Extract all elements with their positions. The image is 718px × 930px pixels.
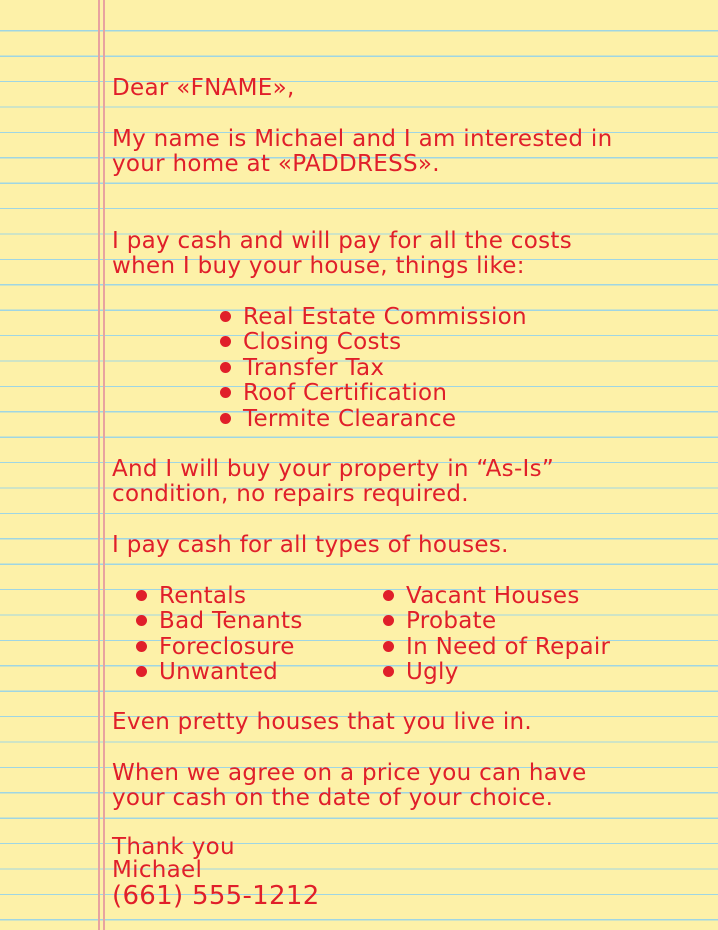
costs-line-1: I pay cash and will pay for all the costs (112, 228, 572, 254)
bullet-icon (136, 615, 147, 626)
list-item: Vacant Houses (383, 584, 610, 609)
costs-line-2: when I buy your house, things like: (112, 253, 525, 279)
list-item: Ugly (383, 660, 610, 685)
signature-name: Michael (112, 857, 203, 883)
list-item: Probate (383, 609, 610, 634)
list-item: Unwanted (136, 660, 303, 685)
list-item: Real Estate Commission (220, 305, 527, 330)
bullet-icon (383, 666, 394, 677)
bullet-icon (220, 336, 231, 347)
margin-line (98, 0, 100, 930)
types-list-right (383, 584, 610, 686)
bullet-icon (220, 413, 231, 424)
bullet-icon (383, 590, 394, 601)
intro-line-2: your home at «PADDRESS». (112, 151, 440, 177)
bullet-icon (136, 641, 147, 652)
phone-number: (661) 555-1212 (112, 881, 320, 911)
list-item: Closing Costs (220, 330, 527, 355)
list-item: Rentals (136, 584, 303, 609)
as-is-line-1: And I will buy your property in “As-Is” (112, 456, 555, 482)
list-item: Transfer Tax (220, 356, 527, 381)
agree-line-1: When we agree on a price you can have (112, 760, 587, 786)
costs-list (220, 305, 527, 432)
agree-line-2: your cash on the date of your choice. (112, 785, 554, 811)
list-item: Foreclosure (136, 635, 303, 660)
pretty-houses-line: Even pretty houses that you live in. (112, 709, 533, 735)
types-intro: I pay cash for all types of houses. (112, 532, 509, 558)
greeting: Dear «FNAME», (112, 75, 295, 101)
intro-line-1: My name is Michael and I am interested in (112, 126, 613, 152)
signoff: Thank you (112, 834, 235, 860)
bullet-icon (220, 387, 231, 398)
list-item: Bad Tenants (136, 609, 303, 634)
bullet-icon (136, 666, 147, 677)
bullet-icon (220, 362, 231, 373)
as-is-line-2: condition, no repairs required. (112, 481, 469, 507)
bullet-icon (220, 311, 231, 322)
list-item: In Need of Repair (383, 635, 610, 660)
types-list-left (136, 584, 303, 686)
margin-line (103, 0, 105, 930)
bullet-icon (383, 615, 394, 626)
list-item: Termite Clearance (220, 407, 527, 432)
bullet-icon (383, 641, 394, 652)
bullet-icon (136, 590, 147, 601)
list-item: Roof Certification (220, 381, 527, 406)
